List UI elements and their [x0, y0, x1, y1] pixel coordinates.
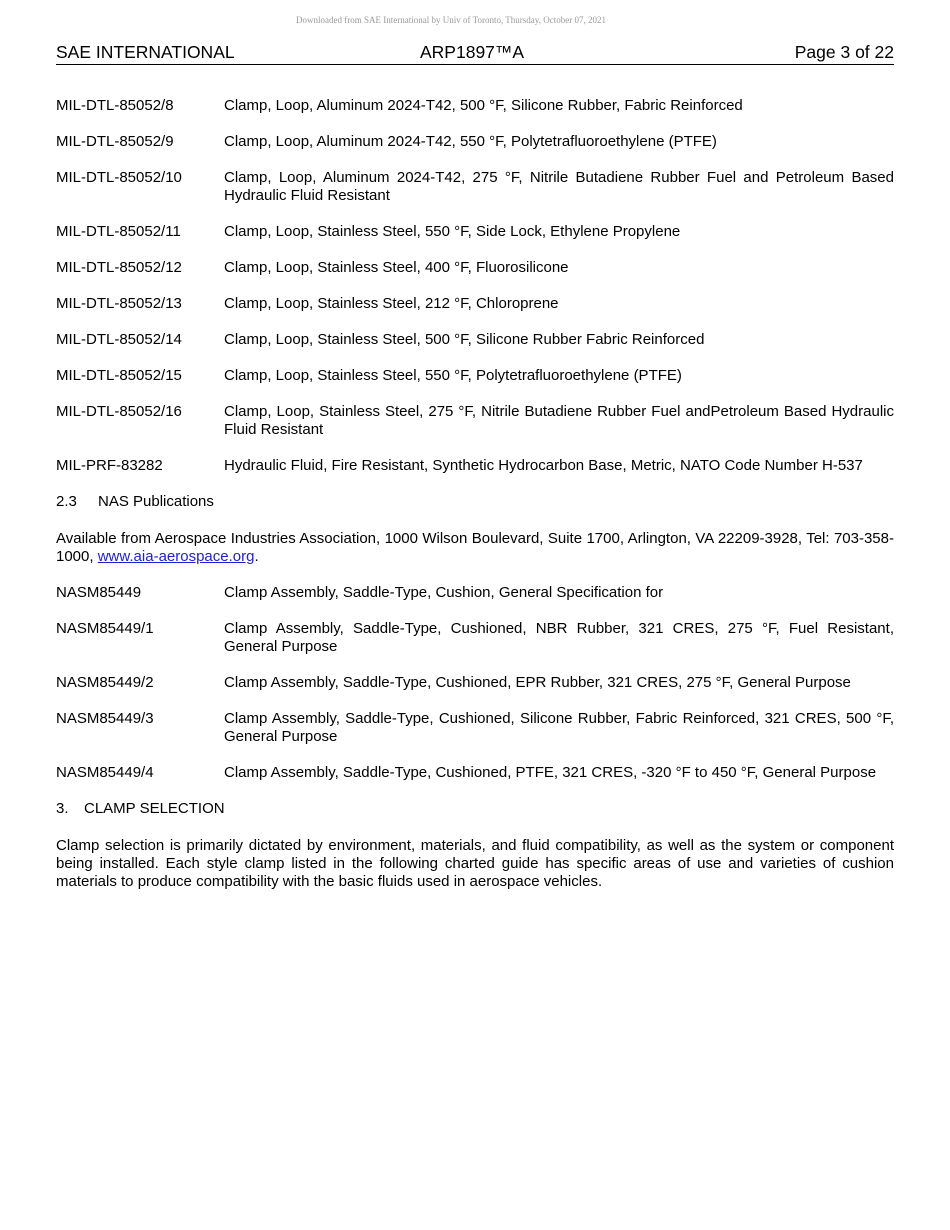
reference-code: NASM85449/3 — [56, 710, 154, 727]
reference-description: Clamp, Loop, Stainless Steel, 550 °F, Polytetrafluoroethylene (PTFE) — [224, 367, 682, 384]
reference-code: MIL-DTL-85052/8 — [56, 97, 174, 114]
reference-code: MIL-DTL-85052/12 — [56, 259, 182, 276]
reference-code: MIL-DTL-85052/13 — [56, 295, 182, 312]
reference-description: Clamp, Loop, Aluminum 2024-T42, 500 °F, Silicone Rubber, Fabric Reinforced — [224, 97, 743, 114]
availability-text: Available from Aerospace Industries Association, 1000 Wilson Boulevard, Suite 1700, Arlington, VA 22209-3928, Tel: 703-358-1000, — [56, 530, 894, 565]
reference-description: Clamp, Loop, Stainless Steel, 550 °F, Side Lock, Ethylene Propylene — [224, 223, 681, 240]
section-title: CLAMP SELECTION — [84, 800, 225, 817]
download-note: Downloaded from SAE International by Univ of Toronto, Thursday, October 07, 2021 — [296, 15, 606, 25]
reference-row — [56, 457, 894, 475]
clamp-selection-heading — [56, 800, 894, 818]
reference-row — [56, 259, 894, 277]
document-body — [56, 97, 894, 909]
clamp-selection-paragraph: Clamp selection is primarily dictated by environment, materials, and fluid compatibility, as well as the system or component being installed. Each style clamp listed in the following charted guide has specific areas of use and varieties of cushion materials to produce compatibility with the basic fluids used in aerospace vehicles. — [56, 837, 894, 890]
reference-code: NASM85449/1 — [56, 620, 154, 637]
reference-row — [56, 331, 894, 349]
nas-section-heading — [56, 493, 894, 511]
reference-row — [56, 403, 894, 439]
reference-row — [56, 169, 894, 205]
reference-row — [56, 295, 894, 313]
reference-row — [56, 674, 894, 692]
reference-code: MIL-DTL-85052/16 — [56, 403, 182, 420]
reference-description: Clamp, Loop, Aluminum 2024-T42, 275 °F, Nitrile Butadiene Rubber Fuel and Petroleum Based Hydraulic Fluid Resistant — [224, 169, 894, 204]
reference-code: MIL-DTL-85052/11 — [56, 223, 181, 240]
header-org: SAE INTERNATIONAL — [56, 42, 235, 62]
reference-description: Clamp Assembly, Saddle-Type, Cushioned, PTFE, 321 CRES, -320 °F to 450 °F, General Purpose — [224, 764, 877, 781]
reference-row — [56, 223, 894, 241]
reference-row — [56, 764, 894, 782]
header-page-number: Page 3 of 22 — [794, 42, 894, 62]
reference-description: Clamp, Loop, Aluminum 2024-T42, 550 °F, Polytetrafluoroethylene (PTFE) — [224, 133, 717, 150]
reference-description: Hydraulic Fluid, Fire Resistant, Synthetic Hydrocarbon Base, Metric, NATO Code Number H-537 — [224, 457, 863, 474]
aia-website-link[interactable]: www.aia-aerospace.org — [97, 548, 255, 565]
reference-row — [56, 367, 894, 385]
reference-code: MIL-DTL-85052/14 — [56, 331, 182, 348]
reference-code: MIL-DTL-85052/15 — [56, 367, 182, 384]
reference-description: Clamp Assembly, Saddle-Type, Cushion, General Specification for — [224, 584, 664, 601]
reference-row — [56, 584, 894, 602]
reference-description: Clamp Assembly, Saddle-Type, Cushioned, Silicone Rubber, Fabric Reinforced, 321 CRES, 500 °F, General Purpose — [224, 710, 894, 745]
nas-availability-paragraph — [56, 530, 894, 566]
reference-row — [56, 97, 894, 115]
reference-row — [56, 620, 894, 656]
reference-description: Clamp, Loop, Stainless Steel, 500 °F, Silicone Rubber Fabric Reinforced — [224, 331, 705, 348]
reference-description: Clamp, Loop, Stainless Steel, 275 °F, Nitrile Butadiene Rubber Fuel andPetroleum Based Hydraulic Fluid Resistant — [224, 403, 894, 438]
reference-code: NASM85449/4 — [56, 764, 154, 781]
reference-description: Clamp Assembly, Saddle-Type, Cushioned, NBR Rubber, 321 CRES, 275 °F, Fuel Resistant, General Purpose — [224, 620, 894, 655]
section-number: 3. — [56, 800, 69, 817]
reference-code: NASM85449 — [56, 584, 142, 601]
reference-description: Clamp, Loop, Stainless Steel, 400 °F, Fluorosilicone — [224, 259, 569, 276]
page-header — [56, 44, 894, 65]
availability-text-end: . — [254, 548, 259, 565]
reference-row — [56, 133, 894, 151]
reference-description: Clamp Assembly, Saddle-Type, Cushioned, EPR Rubber, 321 CRES, 275 °F, General Purpose — [224, 674, 851, 691]
section-number: 2.3 — [56, 493, 77, 510]
mil-reference-list — [56, 97, 894, 475]
reference-code: MIL-PRF-83282 — [56, 457, 163, 474]
reference-code: NASM85449/2 — [56, 674, 154, 691]
reference-row — [56, 710, 894, 746]
reference-code: MIL-DTL-85052/10 — [56, 169, 182, 186]
reference-description: Clamp, Loop, Stainless Steel, 212 °F, Chloroprene — [224, 295, 559, 312]
nas-reference-list — [56, 584, 894, 782]
reference-code: MIL-DTL-85052/9 — [56, 133, 174, 150]
section-title: NAS Publications — [98, 493, 214, 510]
header-doc-number: ARP1897™A — [420, 42, 525, 62]
